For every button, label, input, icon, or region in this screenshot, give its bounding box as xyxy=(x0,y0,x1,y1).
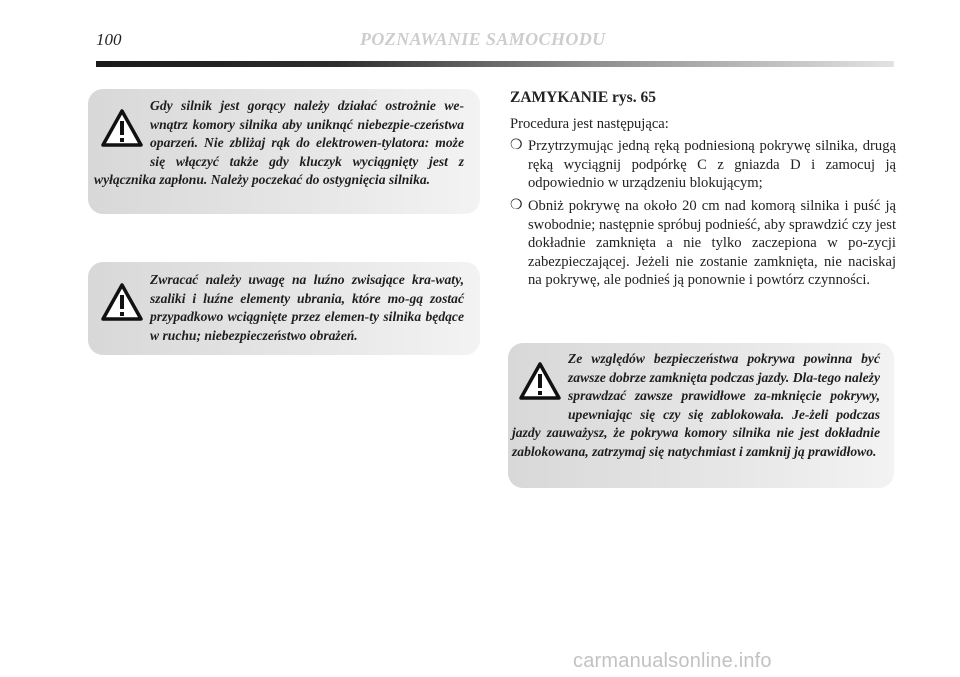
list-item xyxy=(510,137,896,193)
section-intro: Procedura jest następująca: xyxy=(510,115,669,132)
step-text: Przytrzymując jedną ręką podniesioną pokrywę silnika, drugą ręką wyciągnij podpórkę C z gniazda D i zamocuj ją odpowiednio w urządzeniu blokującym; xyxy=(528,138,896,192)
warning-text: Zwracać należy uwagę na luźno zwisające kra-waty, szaliki i luźne elementy ubrania, które mo-gą zostać przypadkowo wciągnięte przez elemen-ty silnika będące w ruchu; niebezpieczeństwo obrażeń. xyxy=(150,272,464,343)
steps-list xyxy=(510,137,896,290)
step-text: Obniż pokrywę na około 20 cm nad komorą silnika i puść ją swobodnie; następnie spróbuj podnieść, aby sprawdzić czy jest dokładnie zamknięta a nie tylko zaczepiona w po-zycji zabezpieczającej. Jeżeli nie zostanie zamknięta, nie naciskaj na pokrywę, ale podnieś ją ponownie i powtórz czynności. xyxy=(528,197,896,289)
bullet-circle-icon: ❍ xyxy=(510,197,523,213)
closing-section xyxy=(510,89,896,294)
running-header: POZNAWANIE SAMOCHODU xyxy=(360,29,606,49)
watermark: carmanualsonline.info xyxy=(573,650,772,672)
warning-box-hood-closed xyxy=(508,343,894,488)
warning-text: Gdy silnik jest gorący należy działać ostrożnie we-wnątrz komory silnika aby uniknąć niebezpie-czeństwa oparzeń. Nie zbliżaj rąk do elektrowen-tylatora: może się włączyć także gdy kluczyk wyciągnięty jest z wyłącznika zapłonu. Należy poczekać do ostygnięcia silnika. xyxy=(94,98,464,188)
warning-triangle-icon xyxy=(100,272,150,328)
list-item xyxy=(510,197,896,290)
warning-text: Ze względów bezpieczeństwa pokrywa powinna być zawsze dobrze zamknięta podczas jazdy. Dla-tego należy sprawdzać zawsze prawidłowe za-mknięcie pokrywy, upewniając się czy się zablokowała. Je-żeli podczas jazdy zauważysz, że pokrywa komory silnika nie jest dokładnie zablokowana, zatrzymaj się natychmiast i zamknij ją prawidłowo. xyxy=(512,351,880,459)
page-number: 100 xyxy=(96,30,122,49)
header-rule xyxy=(96,61,894,67)
section-title: ZAMYKANIE rys. 65 xyxy=(510,89,656,106)
warning-box-hot-engine xyxy=(88,89,480,214)
bullet-circle-icon: ❍ xyxy=(510,138,523,154)
warning-triangle-icon xyxy=(100,98,150,154)
warning-triangle-icon xyxy=(518,351,568,407)
warning-box-loose-clothing xyxy=(88,262,480,355)
